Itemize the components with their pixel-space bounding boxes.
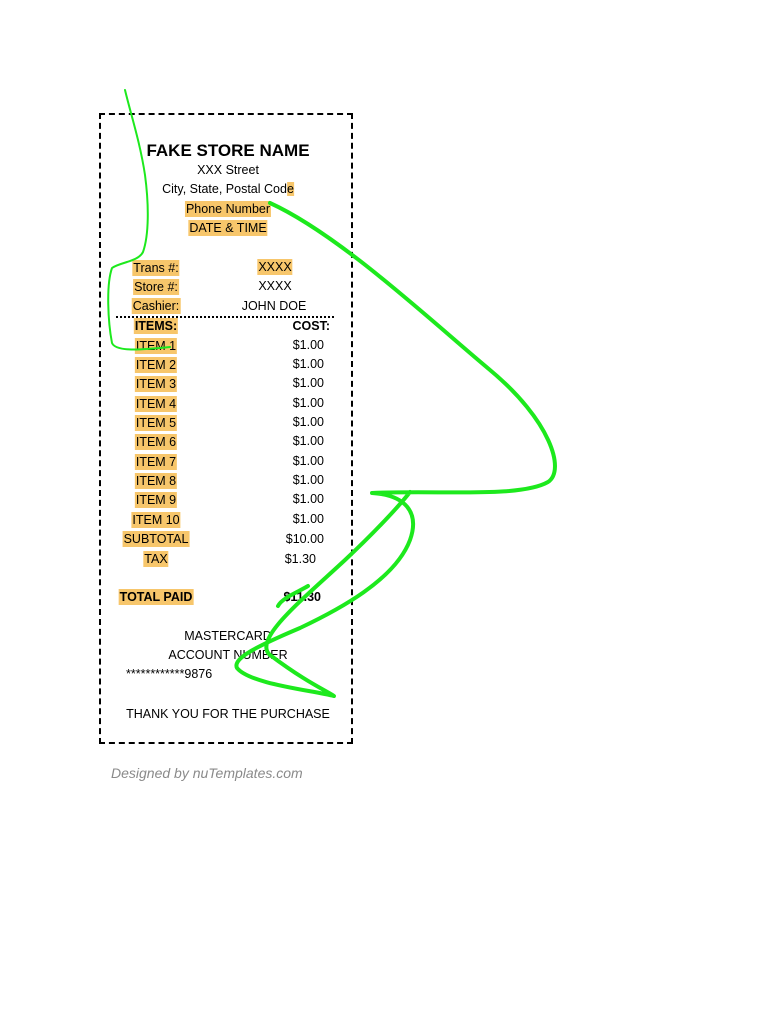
trans-value — [257, 261, 292, 274]
item-name-text: ITEM 8 — [135, 474, 177, 488]
item-price: $1.00 — [292, 454, 324, 468]
item-price: $1.00 — [292, 357, 324, 371]
cashier-value: JOHN DOE — [241, 299, 307, 313]
store-phone — [185, 203, 271, 216]
items-header — [134, 320, 178, 333]
store-datetime — [188, 222, 267, 235]
subtotal-value: $10.00 — [285, 532, 324, 546]
cashier-label-text: Cashier: — [132, 299, 180, 313]
item-name — [135, 417, 177, 430]
item-name — [135, 340, 177, 353]
item-price: $1.00 — [292, 512, 324, 526]
tax-label-text: TAX — [144, 552, 168, 566]
item-price: $1.00 — [292, 434, 324, 448]
item-price: $1.00 — [292, 492, 324, 506]
thank-you: THANK YOU FOR THE PURCHASE — [126, 707, 330, 721]
total-label-text: TOTAL PAID — [119, 590, 193, 604]
item-name-text: ITEM 2 — [135, 358, 177, 372]
store-city-tail: e — [286, 182, 294, 196]
item-name — [135, 359, 177, 372]
tax-label — [143, 553, 168, 566]
item-price: $1.00 — [292, 396, 324, 410]
total-label — [119, 591, 194, 604]
store-phone-text: Phone Number — [185, 202, 271, 216]
item-name — [135, 436, 177, 449]
items-header-text: ITEMS: — [134, 319, 178, 333]
item-name — [135, 456, 177, 469]
item-name-text: ITEM 1 — [135, 339, 177, 353]
store-datetime-text: DATE & TIME — [189, 221, 267, 235]
trans-label-text: Trans #: — [133, 261, 179, 275]
item-name-text: ITEM 4 — [135, 397, 177, 411]
payment-card: MASTERCARD — [184, 629, 272, 643]
store-street: XXX Street — [197, 163, 259, 177]
cost-header: COST: — [292, 319, 330, 333]
trans-label — [132, 262, 179, 275]
trans-value-text: XXXX — [258, 260, 292, 274]
item-name — [135, 378, 177, 391]
item-price: $1.00 — [292, 376, 324, 390]
item-name — [135, 398, 177, 411]
store-number-value: XXXX — [258, 279, 292, 293]
designer-credit: Designed by nuTemplates.com — [111, 765, 303, 781]
item-price: $1.00 — [292, 338, 324, 352]
item-name — [131, 514, 180, 527]
tax-value: $1.30 — [284, 552, 316, 566]
account-number: ************9876 — [126, 667, 213, 681]
item-name-text: ITEM 3 — [135, 377, 177, 391]
store-name: FAKE STORE NAME — [146, 141, 310, 160]
item-name-text: ITEM 9 — [135, 493, 177, 507]
store-number-label — [133, 281, 179, 294]
store-city-line — [162, 183, 294, 196]
item-name — [135, 475, 177, 488]
total-value: $11.30 — [283, 590, 321, 604]
item-name-text: ITEM 5 — [135, 416, 177, 430]
store-number-label-text: Store #: — [134, 280, 178, 294]
account-label: ACCOUNT NUMBER — [168, 648, 288, 662]
cashier-label — [132, 300, 181, 313]
item-price: $1.00 — [292, 473, 324, 487]
item-name-text: ITEM 10 — [132, 513, 180, 527]
subtotal-label — [123, 533, 190, 546]
item-name-text: ITEM 7 — [135, 455, 177, 469]
subtotal-label-text: SUBTOTAL — [123, 532, 189, 546]
item-name — [135, 494, 177, 507]
item-name-text: ITEM 6 — [135, 435, 177, 449]
store-city-text: City, State, Postal Cod — [162, 182, 287, 196]
item-price: $1.00 — [292, 415, 324, 429]
